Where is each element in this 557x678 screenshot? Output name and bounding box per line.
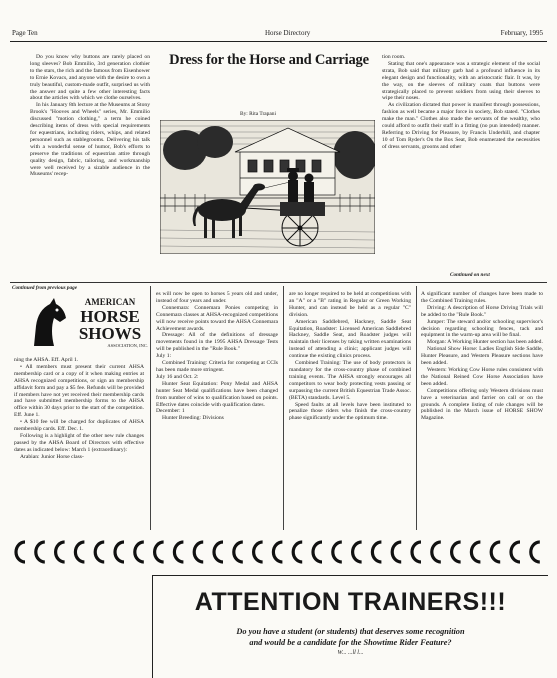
rule-date: December: 1 bbox=[156, 408, 185, 415]
lower-col-4 bbox=[421, 291, 543, 422]
rule-paragraph: Arabian: Junior Horse class- bbox=[20, 453, 84, 460]
chain-link bbox=[313, 542, 322, 562]
issue-date: February, 1995 bbox=[500, 29, 543, 37]
chain-link bbox=[234, 542, 243, 562]
column-divider bbox=[416, 286, 417, 530]
chain-link bbox=[254, 542, 263, 562]
article-paragraph: Do you know why buttons are rarely placed on long sleeves? Bob Emmilio, 3rd generation clothier to the stars, the rich and the famous from Eisenhower to Ernie Kovacs, and anyone with the desire to own a truly beautiful, custom-made outfit, surprised us with the answer and quite a few other interesting facts about the articles with which we clothe ourselves. bbox=[30, 54, 150, 102]
ahsa-logo bbox=[14, 292, 154, 352]
lower-col-1 bbox=[14, 357, 144, 461]
chain-link bbox=[36, 542, 45, 562]
rule-paragraph: A significant number of changes have been made to the Combined Training rules. bbox=[421, 291, 543, 304]
logo-line-3: SHOWS bbox=[78, 324, 142, 343]
article-byline: By: Rita Trapani bbox=[240, 111, 276, 117]
chain-link bbox=[491, 542, 500, 562]
rule-paragraph: are no longer required to be held at competitions with an "A" or a "B" rating in Regular or Green Working Hunter, and can instead be held as a regular "C" division. bbox=[289, 291, 411, 318]
chain-link bbox=[273, 542, 282, 562]
chain-link bbox=[174, 542, 183, 562]
chain-link bbox=[511, 542, 520, 562]
rule-paragraph: Driving: A description of Horse Driving Trials will be added to the "Rule Book." bbox=[421, 304, 543, 318]
rule-paragraph: ning the AHSA. Eff. April 1. bbox=[14, 357, 79, 363]
article-title: Dress for the Horse and Carriage bbox=[169, 52, 369, 68]
logo-line-2: HORSE bbox=[80, 307, 140, 326]
chain-link bbox=[412, 542, 421, 562]
chain-link bbox=[155, 542, 164, 562]
chain-link bbox=[531, 542, 540, 562]
rule-paragraph: Following is a highlight of the other new rule changes passed by the AHSA Board of Directors with effective dates as indicated below: March 1 (extraordinary): bbox=[14, 432, 144, 453]
decorative-chain-border bbox=[8, 538, 548, 566]
logo-line-4: ASSOCIATION, INC. bbox=[107, 343, 148, 348]
logo-line-1: AMERICAN bbox=[84, 297, 136, 307]
lower-col-3 bbox=[289, 291, 411, 422]
ad-line-3: W... ...ll l... bbox=[337, 650, 364, 656]
rule-paragraph: Speed faults at all levels have been instituted to penalize those riders who finish the cross-country phase significantly under the optimum time. bbox=[289, 401, 411, 422]
rule-paragraph: Competitions offering only Western divisions must have a veterinarian and farrier on call or on the grounds. A complete listing of rule changes will be published in the March issue of HORSE SHOW Magazine. bbox=[421, 387, 543, 422]
continued-previous: Continued from previous page bbox=[12, 285, 77, 291]
rule-paragraph: • A $10 fee will be charged for duplicates of AHSA membership cards. Eff. Dec. 1. bbox=[14, 419, 144, 433]
chain-link bbox=[372, 542, 381, 562]
rule-paragraph: Morgan: A Working Hunter section has been added. bbox=[427, 339, 543, 346]
section-rule bbox=[10, 282, 547, 283]
chain-link bbox=[432, 542, 441, 562]
chain-link bbox=[135, 542, 144, 562]
ad-line-2: and would be a candidate for the Showtime Rider Feature? bbox=[249, 638, 452, 647]
chain-link bbox=[452, 542, 461, 562]
continued-next: Continued on next bbox=[450, 272, 490, 278]
article-paragraph: tion room. bbox=[382, 54, 406, 60]
rule-date: July 16 and Oct. 2: bbox=[156, 373, 199, 380]
trainers-ad-box bbox=[152, 575, 548, 678]
chain-link bbox=[95, 542, 104, 562]
chain-link bbox=[293, 542, 302, 562]
chain-link bbox=[392, 542, 401, 562]
lower-col-2 bbox=[156, 291, 278, 422]
chain-link bbox=[333, 542, 342, 562]
chain-link bbox=[471, 542, 480, 562]
ad-subtext bbox=[153, 626, 548, 648]
chain-link bbox=[75, 542, 84, 562]
publication-name: Horse Directory bbox=[265, 29, 311, 37]
article-col-1 bbox=[30, 54, 150, 178]
chain-link bbox=[56, 542, 65, 562]
rule-date: July 1: bbox=[156, 353, 172, 360]
rule-paragraph: Jumper: The steward and/or schooling supervisor's decision regarding schooling fences, tack and equipment in the warm-up area will be final. bbox=[421, 318, 543, 339]
horse-carriage-illustration bbox=[160, 120, 375, 254]
rule-paragraph: Western: Working Cow Horse rules consistent with the National Reined Cow Horse Association have been added. bbox=[421, 366, 543, 387]
ad-headline: ATTENTION TRAINERS!!! bbox=[194, 588, 507, 616]
chain-link bbox=[353, 542, 362, 562]
rule-paragraph: • All members must present their current AHSA membership card or a copy of it when making entries at AHSA recognized competitions, or sign an membership affidavit form and pay a $5 fee. Refunds will be provided if members have not yet received their membership cards and have submitted membership forms to the AHSA office within 30 days prior to the start of the competition. Eff. June 1. bbox=[14, 363, 144, 419]
rule-paragraph: es will now be open to horses 5 years old and under, instead of four years and under. bbox=[156, 291, 278, 304]
page-number: Page Ten bbox=[12, 29, 38, 37]
column-divider bbox=[283, 286, 284, 530]
article-paragraph: In his January 8th lecture at the Museums at Stony Brook's "Hooves and Wheels" series, Mr. Emmilio discussed "motion clothing," a term he coined describing items of dress with special requirements for equestrians, including riders, whips, and related personnel such as stablegrooms. Delivering his talk with a wonderful sense of humor, Bob's efforts to preserve the traditions of equestrian attire through quality design, fabric, tailoring, and workmanship were well received by a sizable audience in the Museums' recep- bbox=[30, 102, 150, 178]
chain-link bbox=[16, 542, 25, 562]
rule-paragraph: Combined Training: Criteria for competing at CCIs has been made more stringent. bbox=[156, 360, 278, 373]
rule-paragraph: Connemara: Connemara Ponies competing in Connemara classes at AHSA-recognized competitions will now receive points toward the AHSA Connemara Achievement awards. bbox=[156, 304, 278, 332]
rule-paragraph: Hunter Breeding: Divisions bbox=[162, 415, 224, 422]
rule-paragraph: American Saddlebred, Hackney, Saddle Seat Equitation, Roadster: Licensed American Saddlebred Hackney, Saddle Seat, and Roadster judges will maintain their licenses by taking written examinations instead of attending a clinic; applicant judges will continue the existing clinics process. bbox=[289, 318, 411, 360]
article-paragraph: Stating that one's appearance was a strategic element of the social strata, Bob said that military garb had a profound influence in its elegant design and functionality, with an aristocratic flair. It was, by the way, on the sleeves of military coats that buttons were strategically placed to prevent soldiers from using their sleeves to wipe their noses. bbox=[382, 60, 540, 102]
horse-head-icon bbox=[24, 296, 72, 352]
chain-link bbox=[194, 542, 203, 562]
column-divider bbox=[150, 286, 151, 530]
chain-link bbox=[214, 542, 223, 562]
header-rule bbox=[10, 41, 547, 42]
article-col-3 bbox=[382, 54, 540, 151]
rule-paragraph: Combined Training: The use of body protectors is mandatory for the cross-country phase of combined training events. The AHSA strongly encourages all competitors to wear body protecting vests passing or surpassing the current British Equestrian Trade Assoc. (BETA) standards. Level 5. bbox=[289, 360, 411, 401]
rule-paragraph: Dressage: All of the definitions of dressage movements found in the 1995 AHSA Dressage Tests will be published in the "Rule Book." bbox=[156, 332, 278, 353]
rule-paragraph: National Show Horse: Ladies English Side Saddle, Hunter Pleasure, and Western Pleasure sections have been added. bbox=[421, 346, 543, 367]
ad-line-1: Do you have a student (or students) that deserves some recognition bbox=[236, 627, 465, 636]
article-paragraph: As civilization dictated that power is manifest through possessions, fashion as well became a major force in society, Bob stated. "Clothes make the man." Clothes also made the servants of the wealthy, who could afford to outfit their staff in a fitting (no pun intended) manner. Referring to Driving for Pleasure, by Francis Underhill, and chapter 10 of Tom Ryder's On the Box Seat, Bob enumerated the necessities of dress servants, grooms and other bbox=[382, 102, 540, 150]
rule-paragraph: Hunter Seat Equitation: Pony Medal and AHSA hunter Seat Medal qualifications have been changed from number of wins to qualification based on points. Effective dates coincide with qualification dates. bbox=[156, 380, 278, 408]
chain-link bbox=[115, 542, 124, 562]
